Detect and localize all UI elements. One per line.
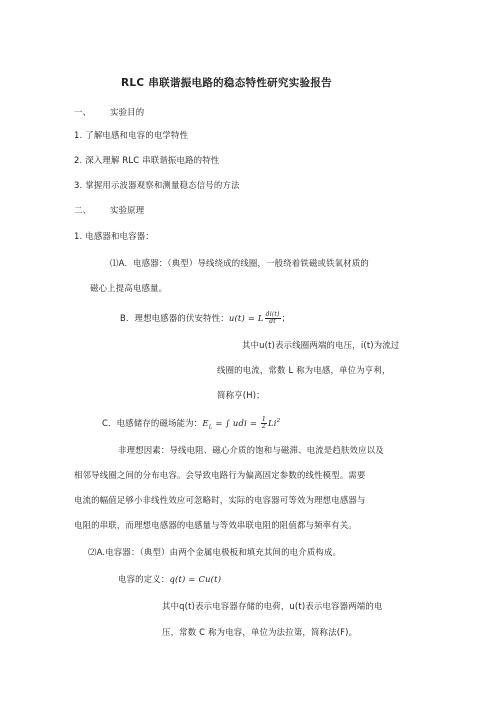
objective-item-1: 1. 了解电感和电容的电学特性 — [74, 130, 189, 140]
inductor-paragraph-line-2: 磁心上提高电感量。 — [90, 283, 168, 293]
energy-fraction-numerator: 1 — [261, 415, 266, 423]
ideal-inductor-label: B．理想电感器的伏安特性： — [120, 313, 229, 323]
inductor-paragraph-line-1: ⑴A．电感器：（典型）导线绕成的线圈，一般绕着铁磁或铁氧材质的 — [110, 258, 369, 268]
energy-superscript: 2 — [276, 418, 281, 424]
capacitance-desc-line-1: 其中q(t)表示电容器存储的电荷，u(t)表示电容器两端的电 — [162, 601, 383, 611]
capacitance-definition-line — [118, 574, 221, 585]
capacitance-definition-label: 电容的定义： — [118, 574, 170, 584]
section-heading-principle: 实验原理 — [110, 205, 145, 215]
fraction-numerator: di(t) — [265, 311, 280, 318]
energy-term: Li — [267, 417, 277, 428]
report-title: RLC 串联谐振电路的稳态特性研究实验报告 — [121, 77, 332, 89]
nonideal-line-4: 电阻的串联，而理想电感器的电感量与等效串联电阻的阻值都与频率有关。 — [74, 520, 357, 530]
energy-fraction — [261, 417, 267, 430]
nonideal-line-3: 电流的幅值足够小非线性效应可忽略时，实际的电容器可等效为理想电感器与 — [74, 495, 366, 505]
ideal-inductor-formula-line — [120, 312, 290, 325]
section-number-2: 二、 — [74, 205, 92, 215]
nonideal-line-1: 非理想因素：导线电阻、磁心介质的饱和与磁滞、电流是趋肤效应以及 — [118, 445, 384, 455]
objective-item-2: 2. 深入理解 RLC 串联谐振电路的特性 — [74, 155, 220, 165]
fraction-denominator: dt — [269, 318, 276, 325]
objective-item-3: 3. 掌握用示波器观察和测量稳态信号的方法 — [74, 180, 240, 190]
section-number-1: 一、 — [74, 107, 92, 117]
ideal-inductor-formula: u(t) = L — [228, 313, 264, 323]
energy-subscript: L — [208, 424, 213, 431]
energy-fraction-denominator: 2 — [261, 422, 266, 430]
energy-symbol: E — [202, 417, 209, 428]
capacitor-paragraph: ⑵A.电容器：（典型）由两个金属电极板和填充其间的电介质构成。 — [88, 547, 342, 557]
nonideal-line-2: 相邻导线圈之间的分布电容。会导致电路行为偏离固定参数的线性模型。需要 — [74, 470, 366, 480]
ideal-inductor-desc-line-2: 线圈的电流，常数 L 称为电感，单位为亨利， — [217, 365, 391, 375]
capacitance-formula: q(t) = Cu(t) — [169, 574, 222, 584]
magnetic-energy-label: C．电感储存的磁场能为： — [102, 417, 203, 428]
ideal-inductor-fraction — [265, 312, 281, 325]
principle-item-1-heading: 1. 电感器和电容器： — [74, 231, 154, 241]
energy-integral: = ∫ udi = — [212, 417, 260, 428]
magnetic-energy-line — [102, 416, 280, 433]
ideal-inductor-desc-line-1: 其中u(t)表示线圈两端的电压，i(t)为流过 — [242, 340, 400, 350]
capacitance-desc-line-2: 压，常数 C 称为电容，单位为法拉第，简称法(F)。 — [162, 627, 358, 637]
ideal-inductor-desc-line-3: 简称亨(H)； — [217, 390, 265, 400]
formula-terminator: ； — [281, 313, 291, 323]
section-heading-objectives: 实验目的 — [110, 107, 145, 117]
